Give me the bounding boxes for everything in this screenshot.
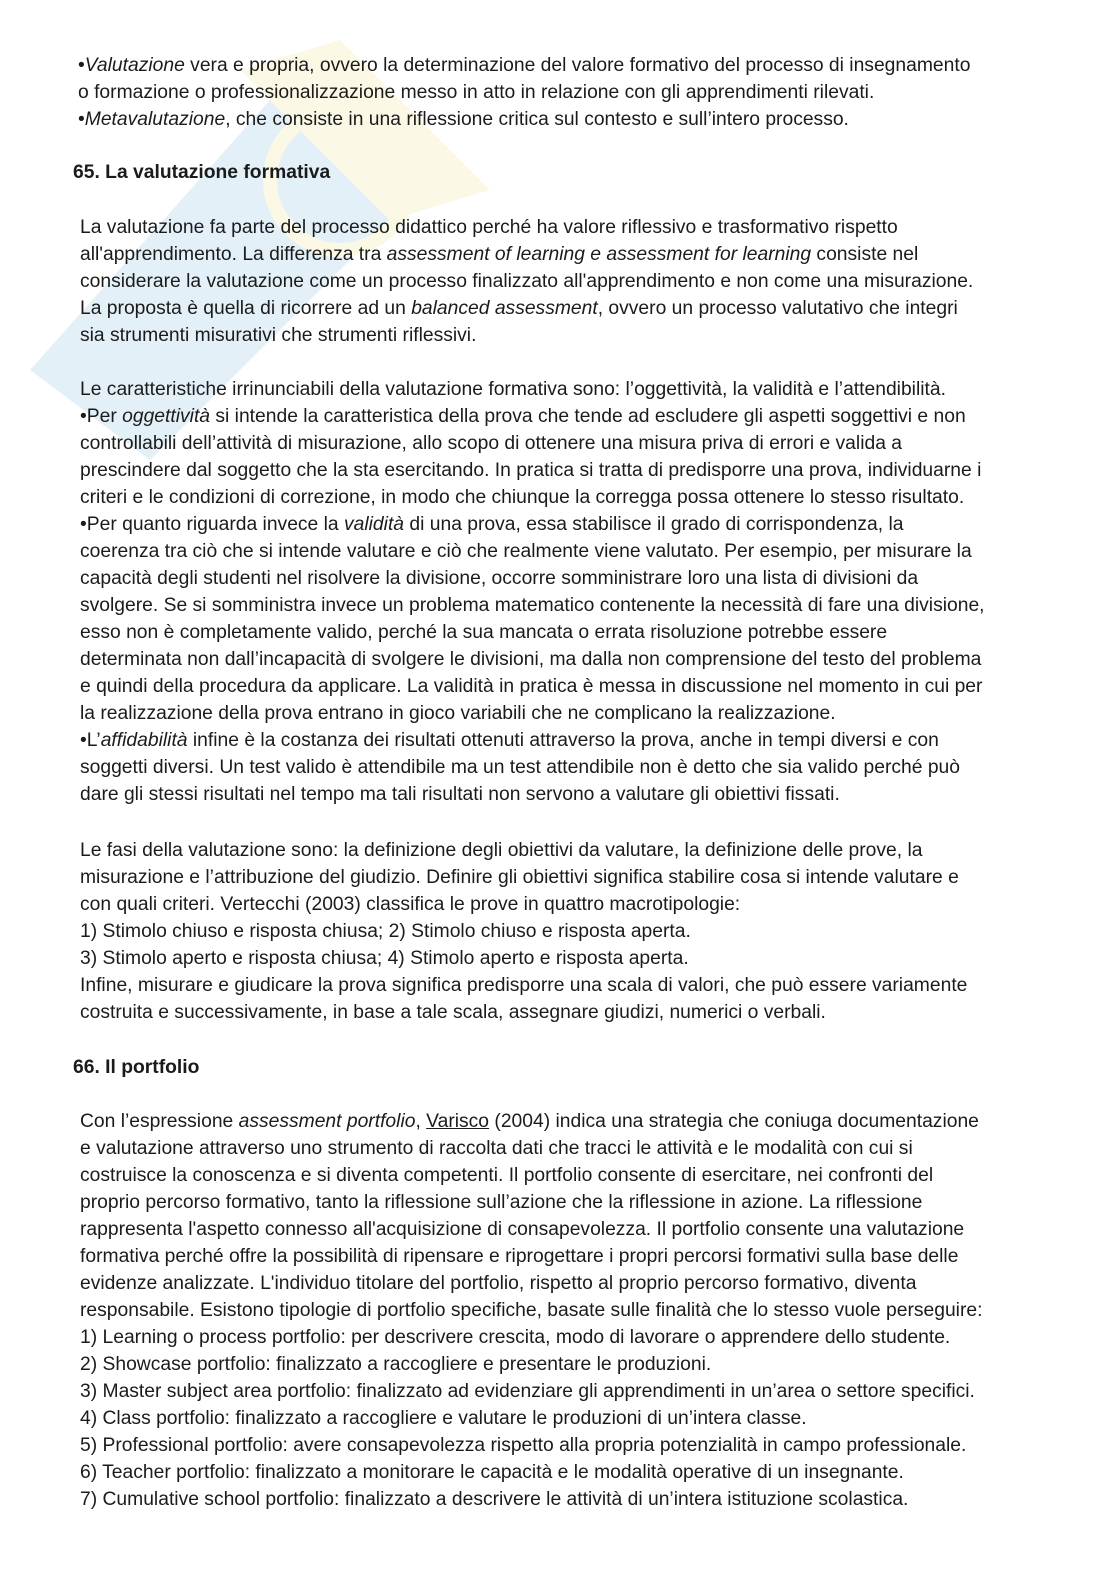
section-65-title: 65. La valutazione formativa: [73, 162, 331, 183]
text-line: all'apprendimento. La differenza tra assessment of learning e assessment for learning consiste nel: [80, 244, 919, 265]
text-line: responsabile. Esistono tipologie di portfolio specifiche, basate sulle finalità che lo stesso vuole perseguire:: [80, 1300, 983, 1321]
text-line: soggetti diversi. Un test valido è attendibile ma un test attendibile non è detto che sia valido perché può: [80, 757, 960, 778]
text-line: 1) Stimolo chiuso e risposta chiusa; 2) Stimolo chiuso e risposta aperta.: [80, 921, 691, 942]
text-line: dare gli stessi risultati nel tempo ma tali risultati non servono a valutare gli obiettivi fissati.: [80, 784, 840, 805]
text-line: La valutazione fa parte del processo didattico perché ha valore riflessivo e trasformativo rispetto: [80, 217, 898, 238]
text-line: Con l’espressione assessment portfolio, Varisco (2004) indica una strategia che coniuga documentazione: [80, 1111, 979, 1132]
text-line: esso non è completamente valido, perché la sua mancata o errata risoluzione potrebbe essere: [80, 622, 888, 643]
intro-line-1: •Valutazione vera e propria, ovvero la determinazione del valore formativo del processo di insegnamento: [78, 55, 971, 76]
section-66-title: 66. Il portfolio: [73, 1057, 200, 1078]
text-line: e quindi della procedura da applicare. La validità in pratica è messa in discussione nel momento in cui per: [80, 676, 983, 697]
text-line: coerenza tra ciò che si intende valutare e ciò che realmente viene valutato. Per esempio, per misurare la: [80, 541, 972, 562]
list-item: 3) Master subject area portfolio: finalizzato ad evidenziare gli apprendimenti in un’area o settore specifici.: [80, 1381, 975, 1402]
text-line: misurazione e l’attribuzione del giudizio. Definire gli obiettivi significa stabilire cosa si intende valutare e: [80, 867, 959, 888]
list-item: 4) Class portfolio: finalizzato a raccogliere e valutare le produzioni di un’intera classe.: [80, 1408, 807, 1429]
text-line: considerare la valutazione come un processo finalizzato all'apprendimento e non come una misurazione.: [80, 271, 974, 292]
text-line: Infine, misurare e giudicare la prova significa predisporre una scala di valori, che può essere variamente: [80, 975, 968, 996]
intro-line-2: o formazione o professionalizzazione messo in atto in relazione con gli apprendimenti rilevati.: [78, 82, 875, 103]
list-item: 6) Teacher portfolio: finalizzato a monitorare le capacità e le modalità operative di un insegnante.: [80, 1462, 904, 1483]
text-line: Le fasi della valutazione sono: la definizione degli obiettivi da valutare, la definizione delle prove, la: [80, 840, 923, 861]
intro-line-3: •Metavalutazione, che consiste in una riflessione critica sul contesto e sull’intero processo.: [78, 109, 849, 130]
text-line: controllabili dell’attività di misurazione, allo scopo di ottenere una misura priva di errori e valida a: [80, 433, 903, 454]
text-line: evidenze analizzate. L'individuo titolare del portfolio, rispetto al proprio percorso formativo, diventa: [80, 1273, 917, 1294]
text-line: criteri e le condizioni di correzione, in modo che chiunque la corregga possa ottenere lo stesso risultato.: [80, 487, 965, 508]
varisco-link[interactable]: Varisco: [426, 1111, 490, 1132]
text-line: e valutazione attraverso uno strumento di raccolta dati che tracci le attività e le modalità con cui si: [80, 1138, 913, 1159]
text-line: proprio percorso formativo, tanto la riflessione sull’azione che la riflessione in azione. La riflessione: [80, 1192, 923, 1213]
text-line: •L’affidabilità infine è la costanza dei risultati ottenuti attraverso la prova, anche in tempi diversi e con: [80, 730, 939, 751]
text-line: la realizzazione della prova entrano in gioco variabili che ne complicano la realizzazione.: [80, 703, 836, 724]
list-item: 7) Cumulative school portfolio: finalizzato a descrivere le attività di un’intera istituzione scolastica.: [80, 1489, 909, 1510]
text-line: con quali criteri. Vertecchi (2003) classifica le prove in quattro macrotipologie:: [80, 894, 741, 915]
text-line: rappresenta l'aspetto connesso all'acquisizione di consapevolezza. Il portfolio consente una valutazione: [80, 1219, 965, 1240]
text-line: La proposta è quella di ricorrere ad un balanced assessment, ovvero un processo valutativo che integri: [80, 298, 958, 319]
text-line: sia strumenti misurativi che strumenti riflessivi.: [80, 325, 477, 346]
text-line: •Per quanto riguarda invece la validità di una prova, essa stabilisce il grado di corrispondenza, la: [80, 514, 904, 535]
text-line: costruisce la conoscenza e si diventa competenti. Il portfolio consente di esercitare, nei confronti del: [80, 1165, 934, 1186]
list-item: 5) Professional portfolio: avere consapevolezza rispetto alla propria potenzialità in campo professionale.: [80, 1435, 967, 1456]
list-item: 2) Showcase portfolio: finalizzato a raccogliere e presentare le produzioni.: [80, 1354, 712, 1375]
text-line: 3) Stimolo aperto e risposta chiusa; 4) Stimolo aperto e risposta aperta.: [80, 948, 689, 969]
list-item: 1) Learning o process portfolio: per descrivere crescita, modo di lavorare o apprendere dello studente.: [80, 1327, 951, 1348]
text-line: formativa perché offre la possibilità di ripensare e riprogettare i propri percorsi formativi sulla base delle: [80, 1246, 959, 1267]
text-line: costruita e successivamente, in base a tale scala, assegnare giudizi, numerici o verbali.: [80, 1002, 826, 1023]
text-line: determinata non dall’incapacità di svolgere le divisioni, ma dalla non comprensione del testo del problema: [80, 649, 982, 670]
text-line: •Per oggettività si intende la caratteristica della prova che tende ad escludere gli aspetti soggettivi e non: [80, 406, 966, 427]
text-line: Le caratteristiche irrinunciabili della valutazione formativa sono: l’oggettività, la validità e l’attendibilità.: [80, 379, 946, 400]
text-line: prescindere dal soggetto che la sta esercitando. In pratica si tratta di predisporre una prova, individuarne i: [80, 460, 982, 481]
text-line: capacità degli studenti nel risolvere la divisione, occorre somministrare loro una lista di divisioni da: [80, 568, 919, 589]
text-line: svolgere. Se si somministra invece un problema matematico contenente la necessità di fare una divisione,: [80, 595, 985, 616]
